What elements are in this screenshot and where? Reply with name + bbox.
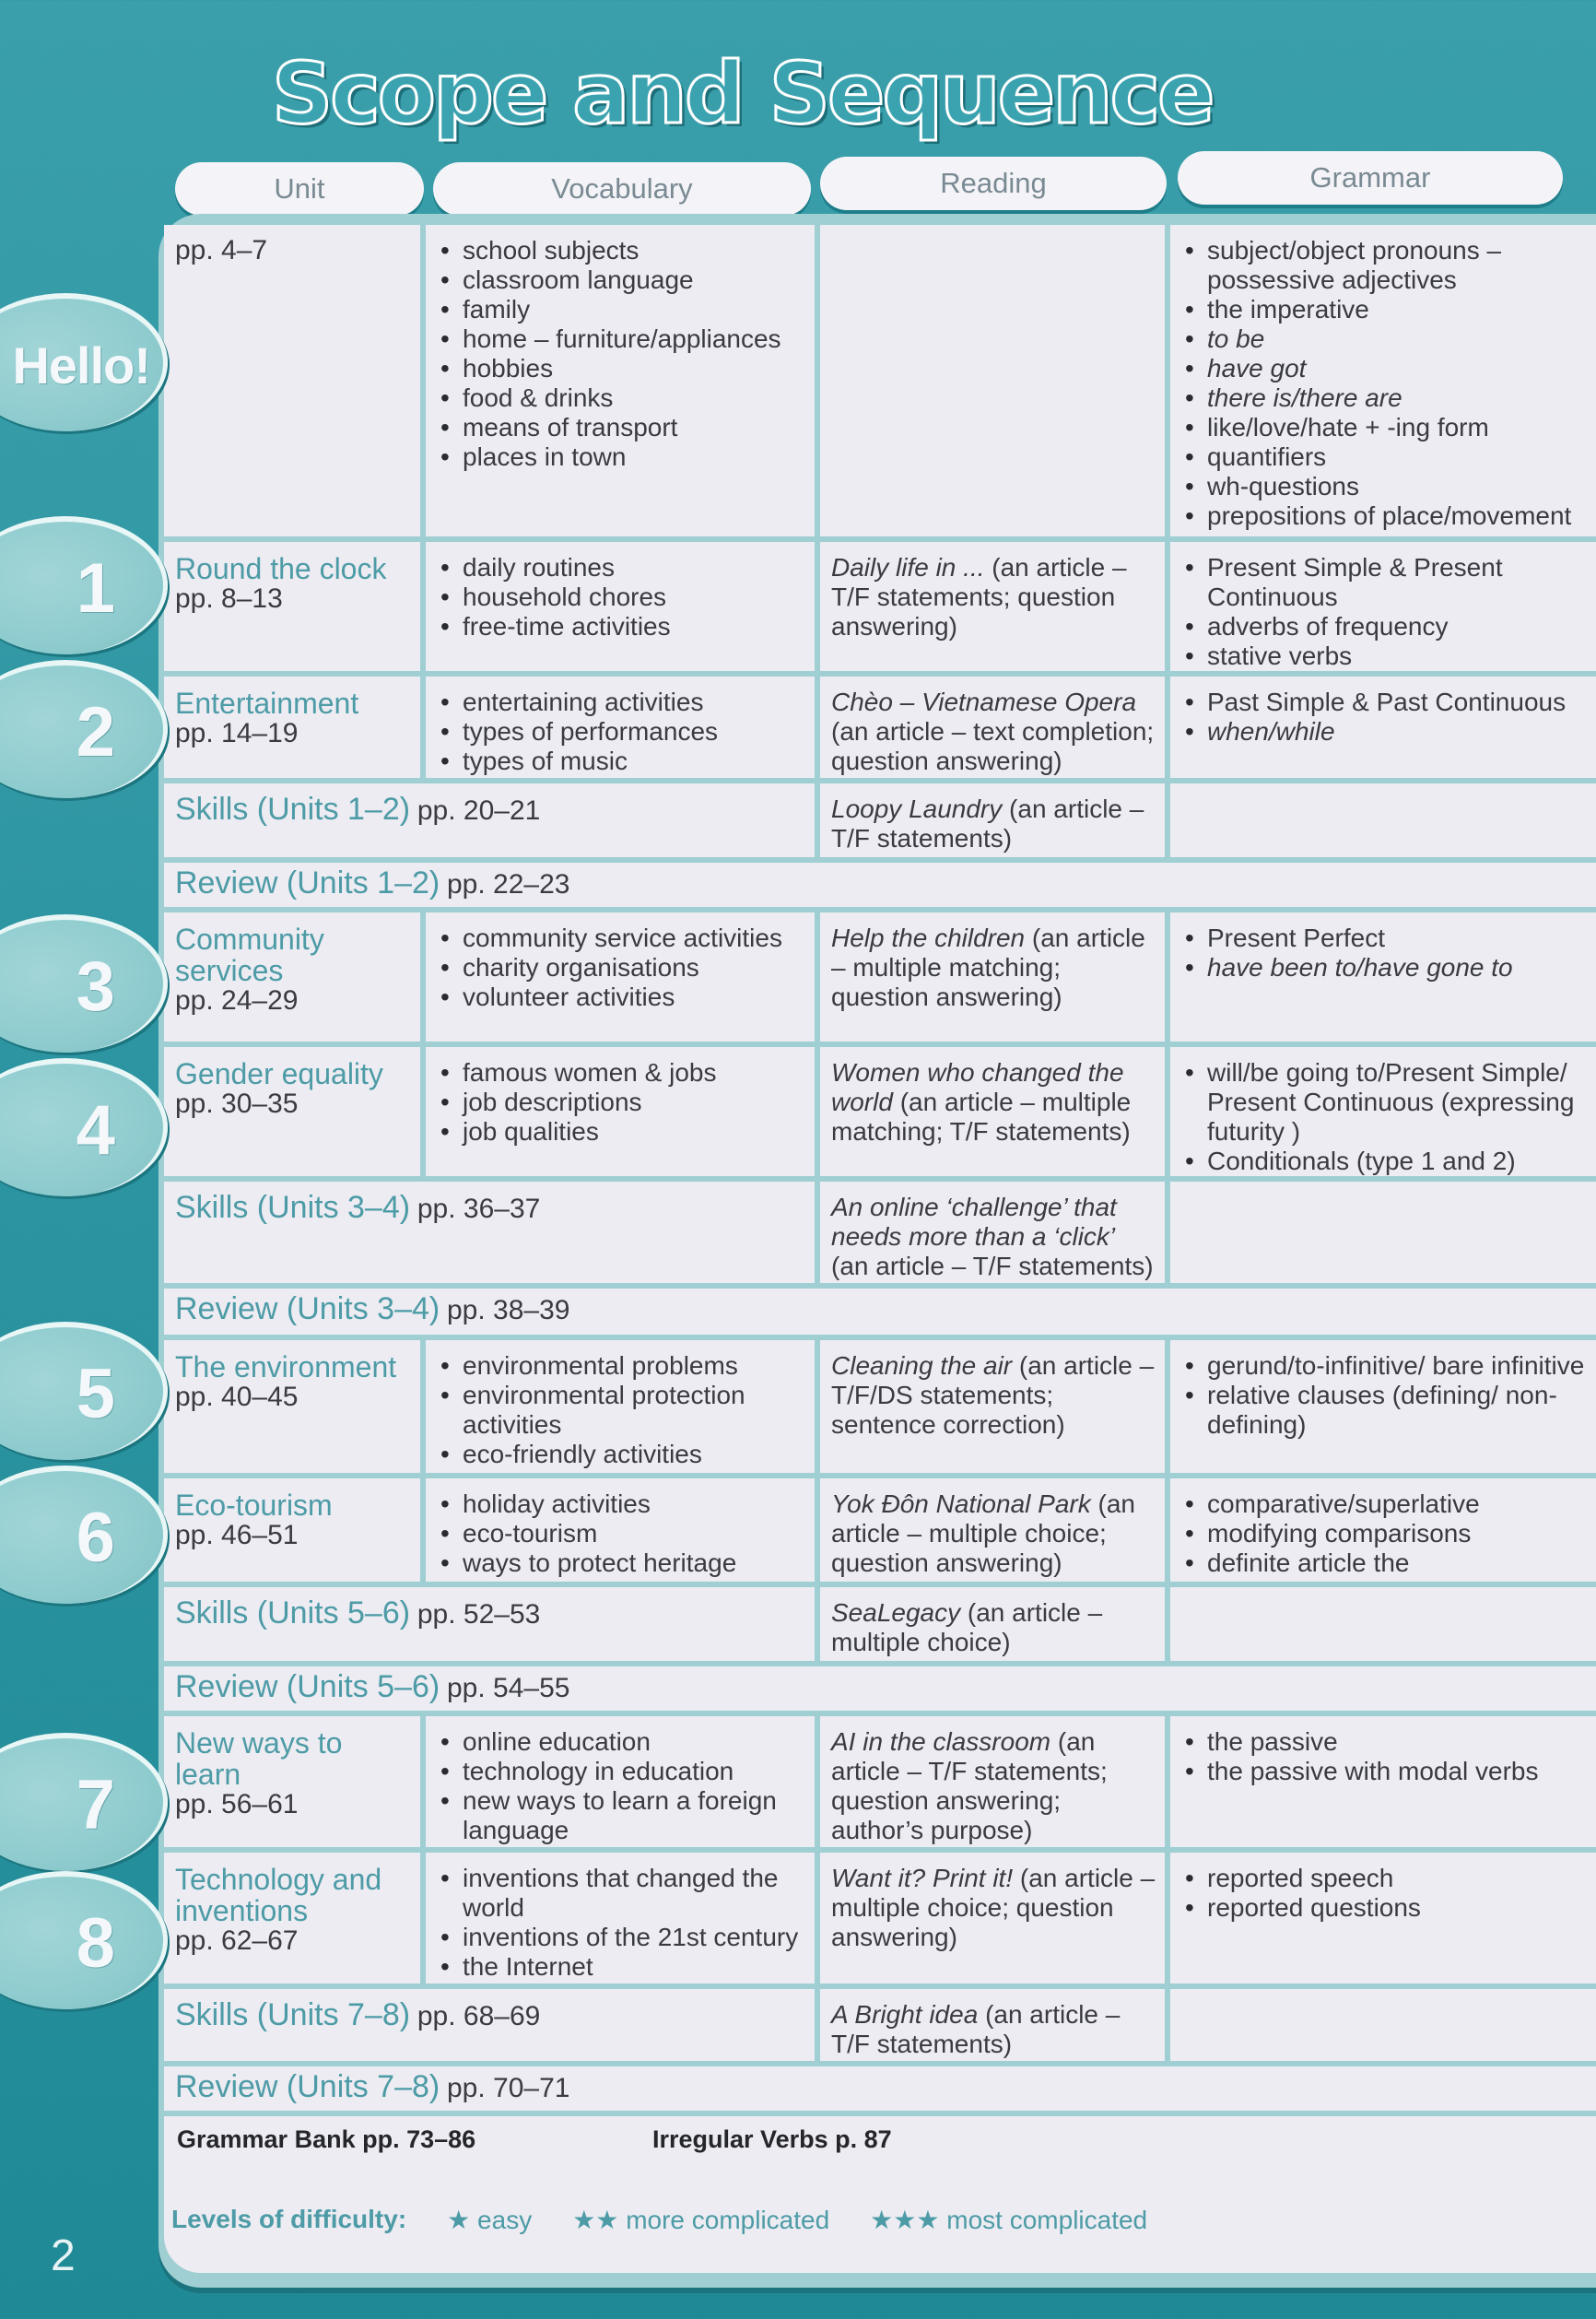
grammar-item: • the passive [1181, 1727, 1587, 1757]
vocabulary-cell [426, 542, 815, 671]
grammar-cell [1170, 1989, 1596, 2061]
reading-cell: Women who changed the world (an article – multiple matching; T/F statements) [820, 1047, 1165, 1176]
unit-pages: pp. 4–7 [175, 235, 268, 265]
level-more-complicated: ★★ more complicated [572, 2206, 830, 2234]
grammar-item: • the imperative [1181, 295, 1587, 324]
vocab-item: • school subjects [437, 236, 805, 265]
vocabulary-cell [426, 677, 815, 778]
unit-pages: pp. 46–51 [175, 1520, 299, 1550]
table-row-skills-7-8 [164, 1989, 1596, 2061]
grammar-item: • will/be going to/Present Simple/ Present Continuous (expressing futurity ) [1181, 1058, 1587, 1147]
unit-cell [164, 225, 420, 536]
skills-cell: Skills (Units 7–8) pp. 68–69 [164, 1989, 815, 2061]
unit-badge-3: 3 [0, 914, 168, 1053]
vocab-item: • eco-tourism [437, 1519, 805, 1548]
reading-title: Cleaning the air [831, 1351, 1013, 1380]
unit-badge-5: 5 [0, 1322, 168, 1460]
irregular-verbs-ref: Irregular Verbs p. 87 [652, 2125, 892, 2153]
unit-cell [164, 542, 420, 671]
grammar-item: • relative clauses (defining/ non-defining) [1181, 1381, 1587, 1440]
reading-cell [820, 225, 1165, 536]
reading-title: Want it? Print it! [831, 1864, 1014, 1892]
reading-cell: A Bright idea (an article – T/F statements) [820, 1989, 1165, 2061]
vocab-item: • inventions that changed the world [437, 1864, 805, 1923]
grammar-cell [1170, 542, 1596, 671]
star-icon: ★★ [572, 2206, 619, 2234]
unit-title: Round the clock [175, 552, 387, 585]
unit-cell [164, 677, 420, 778]
vocab-item: • inventions of the 21st century [437, 1923, 805, 1952]
reading-cell: An online ‘challenge’ that needs more than a ‘click’ (an article – T/F statements) [820, 1182, 1165, 1283]
vocab-item: • community service activities [437, 924, 805, 953]
grammar-item: • subject/object pronouns – possessive adjectives [1181, 236, 1587, 295]
vocab-item: • famous women & jobs [437, 1058, 805, 1088]
vocab-item: • free-time activities [437, 612, 805, 642]
grammar-cell [1170, 912, 1596, 1042]
grammar-item: • modifying comparisons [1181, 1519, 1587, 1548]
grammar-item: • have been to/have gone to [1181, 953, 1587, 983]
vocabulary-cell [426, 1478, 815, 1582]
vocab-item: • technology in education [437, 1757, 805, 1786]
grammar-item: • like/love/hate + -ing form [1181, 413, 1587, 442]
grammar-cell [1170, 1340, 1596, 1473]
column-header-grammar: Grammar [1178, 151, 1563, 205]
column-header-unit: Unit [175, 162, 424, 216]
review-cell: Review (Units 3–4) pp. 38–39 [164, 1289, 1596, 1335]
table-row-review-1-2 [164, 863, 1596, 907]
vocab-item: • types of performances [437, 717, 805, 747]
vocab-item: • charity organisations [437, 953, 805, 983]
reading-title: A Bright idea [831, 2000, 979, 2029]
skills-cell: Skills (Units 1–2) pp. 20–21 [164, 783, 815, 857]
grammar-cell [1170, 677, 1596, 778]
unit-cell [164, 1716, 420, 1847]
grammar-item: • comparative/superlative [1181, 1489, 1587, 1519]
unit-badge-1: 1 [0, 516, 168, 654]
vocab-item: • classroom language [437, 265, 805, 295]
vocabulary-cell [426, 1047, 815, 1176]
unit-title: The environment [175, 1350, 397, 1383]
reading-cell: SeaLegacy (an article – multiple choice) [820, 1587, 1165, 1661]
skills-cell: Skills (Units 3–4) pp. 36–37 [164, 1182, 815, 1283]
level-easy: ★ easy [447, 2206, 533, 2234]
unit-pages: pp. 14–19 [175, 718, 299, 748]
grammar-item: • Past Simple & Past Continuous [1181, 688, 1587, 717]
unit-cell [164, 1853, 420, 1984]
unit-badge-6: 6 [0, 1466, 168, 1604]
reading-title: Yok Đôn National Park [831, 1489, 1091, 1518]
table-row-unit-1 [164, 542, 1596, 671]
unit-pages: pp. 62–67 [175, 1925, 299, 1956]
unit-pages: pp. 30–35 [175, 1089, 299, 1119]
vocab-item: • new ways to learn a foreign language [437, 1786, 805, 1845]
vocab-item: • volunteer activities [437, 983, 805, 1012]
unit-pages: pp. 24–29 [175, 985, 299, 1016]
grammar-item: • reported speech [1181, 1864, 1587, 1893]
table-row-unit-2 [164, 677, 1596, 778]
unit-title: Entertainment [175, 687, 359, 720]
grammar-item: • Present Perfect [1181, 924, 1587, 953]
table-row-review-3-4 [164, 1289, 1596, 1335]
vocabulary-cell [426, 225, 815, 536]
unit-title: Gender equality [175, 1057, 383, 1090]
reading-cell: Yok Đôn National Park (an article – multiple choice; question answering) [820, 1478, 1165, 1582]
reading-title: Chèo – Vietnamese Opera [831, 688, 1137, 716]
grammar-cell [1170, 1478, 1596, 1582]
vocab-item: • environmental problems [437, 1351, 805, 1381]
table-row-skills-5-6 [164, 1587, 1596, 1661]
vocab-item: • job descriptions [437, 1088, 805, 1117]
vocabulary-cell [426, 1853, 815, 1984]
unit-badge-2: 2 [0, 660, 168, 798]
vocab-item: • family [437, 295, 805, 324]
reading-cell: Cleaning the air (an article – T/F/DS statements; sentence correction) [820, 1340, 1165, 1473]
review-cell: Review (Units 7–8) pp. 70–71 [164, 2066, 1596, 2111]
reading-cell: Loopy Laundry (an article – T/F statements) [820, 783, 1165, 857]
reading-title: Daily life in ... [831, 553, 985, 582]
vocab-item: • the Internet [437, 1952, 805, 1982]
grammar-item: • stative verbs [1181, 642, 1587, 671]
skills-cell: Skills (Units 5–6) pp. 52–53 [164, 1587, 815, 1661]
review-cell: Review (Units 1–2) pp. 22–23 [164, 863, 1596, 907]
table-row-unit-3 [164, 912, 1596, 1042]
review-cell: Review (Units 5–6) pp. 54–55 [164, 1666, 1596, 1711]
grammar-cell [1170, 225, 1596, 536]
vocab-item: • eco-friendly activities [437, 1440, 805, 1469]
table-row-skills-3-4 [164, 1182, 1596, 1283]
table-row-unit-5 [164, 1340, 1596, 1473]
grammar-item: • gerund/to-infinitive/ bare infinitive [1181, 1351, 1587, 1381]
unit-title: Eco-tourism [175, 1489, 333, 1522]
unit-cell [164, 1340, 420, 1473]
unit-title: New ways to learn [175, 1726, 343, 1791]
vocabulary-cell [426, 912, 815, 1042]
reading-cell: Daily life in ... (an article – T/F statements; question answering) [820, 542, 1165, 671]
vocab-item: • environmental protection activities [437, 1381, 805, 1440]
column-header-vocabulary: Vocabulary [433, 162, 811, 216]
grammar-item: • Present Simple & Present Continuous [1181, 553, 1587, 612]
vocab-item: • means of transport [437, 413, 805, 442]
vocab-item: • household chores [437, 583, 805, 612]
level-most-complicated: ★★★ most complicated [870, 2206, 1148, 2234]
grammar-cell [1170, 1716, 1596, 1847]
difficulty-legend [171, 2205, 1147, 2235]
grammar-cell [1170, 1587, 1596, 1661]
star-icon: ★★★ [870, 2206, 940, 2234]
reading-title: Loopy Laundry [831, 795, 1003, 823]
vocab-item: • holiday activities [437, 1489, 805, 1519]
reading-title: Help the children [831, 924, 1026, 952]
table-row-hello [164, 225, 1596, 536]
table-row-review-7-8 [164, 2066, 1596, 2111]
grammar-item: • have got [1181, 354, 1587, 383]
grammar-item: • to be [1181, 324, 1587, 354]
grammar-cell [1170, 1047, 1596, 1176]
column-header-reading: Reading [820, 157, 1167, 210]
vocab-item: • entertaining activities [437, 688, 805, 717]
grammar-cell [1170, 1853, 1596, 1984]
vocab-item: • types of music [437, 747, 805, 776]
grammar-cell [1170, 1182, 1596, 1283]
unit-title: Technology and inventions [175, 1863, 382, 1927]
reading-cell: AI in the classroom (an article – T/F statements; question answering; author’s purpose) [820, 1716, 1165, 1847]
reading-title: An online ‘challenge’ that needs more than a ‘click’ [831, 1193, 1117, 1251]
table-row-unit-8 [164, 1853, 1596, 1984]
unit-cell [164, 1478, 420, 1582]
unit-pages: pp. 8–13 [175, 583, 283, 614]
unit-badge-4: 4 [0, 1058, 168, 1196]
table-row-review-5-6 [164, 1666, 1596, 1711]
grammar-item: • prepositions of place/movement [1181, 501, 1587, 531]
grammar-item: • adverbs of frequency [1181, 612, 1587, 642]
vocab-item: • food & drinks [437, 383, 805, 413]
grammar-item: • definite article the [1181, 1548, 1587, 1578]
unit-badge-hello: Hello! [0, 293, 168, 431]
page-title: Scope and Sequence [272, 44, 1213, 143]
vocabulary-cell [426, 1716, 815, 1847]
vocabulary-cell [426, 1340, 815, 1473]
grammar-item: • there is/there are [1181, 383, 1587, 413]
unit-badge-7: 7 [0, 1733, 168, 1871]
grammar-item: • wh-questions [1181, 472, 1587, 501]
grammar-item: • the passive with modal verbs [1181, 1757, 1587, 1786]
reading-title: Women who changed the world [831, 1058, 1124, 1116]
unit-title: Community services [175, 923, 324, 987]
unit-badge-8: 8 [0, 1871, 168, 2009]
unit-cell [164, 1047, 420, 1176]
reading-cell: Want it? Print it! (an article – multiple choice; question answering) [820, 1853, 1165, 1984]
grammar-item: • Conditionals (type 1 and 2) [1181, 1147, 1587, 1176]
vocab-item: • home – furniture/appliances [437, 324, 805, 354]
grammar-item: • quantifiers [1181, 442, 1587, 472]
page-number: 2 [51, 2231, 76, 2280]
grammar-bank-ref: Grammar Bank pp. 73–86 [177, 2125, 476, 2153]
reading-cell: Help the children (an article – multiple matching; question answering) [820, 912, 1165, 1042]
reading-title: AI in the classroom [831, 1727, 1051, 1756]
grammar-item: • when/while [1181, 717, 1587, 747]
grammar-cell [1170, 783, 1596, 857]
vocab-item: • job qualities [437, 1117, 805, 1147]
grammar-item: • reported questions [1181, 1893, 1587, 1923]
unit-cell [164, 912, 420, 1042]
star-icon: ★ [447, 2206, 471, 2234]
reading-cell: Chèo – Vietnamese Opera (an article – text completion; question answering) [820, 677, 1165, 778]
reading-title: SeaLegacy [831, 1598, 961, 1627]
vocab-item: • hobbies [437, 354, 805, 383]
vocab-item: • daily routines [437, 553, 805, 583]
vocab-item: • online education [437, 1727, 805, 1757]
table-row-unit-7 [164, 1716, 1596, 1847]
table-row-unit-6 [164, 1478, 1596, 1582]
table-row-skills-1-2 [164, 783, 1596, 857]
legend-label: Levels of difficulty: [171, 2205, 407, 2233]
vocab-item: • places in town [437, 442, 805, 472]
unit-pages: pp. 56–61 [175, 1789, 299, 1819]
table-row-unit-4 [164, 1047, 1596, 1176]
vocab-item: • ways to protect heritage [437, 1548, 805, 1578]
unit-pages: pp. 40–45 [175, 1382, 299, 1412]
